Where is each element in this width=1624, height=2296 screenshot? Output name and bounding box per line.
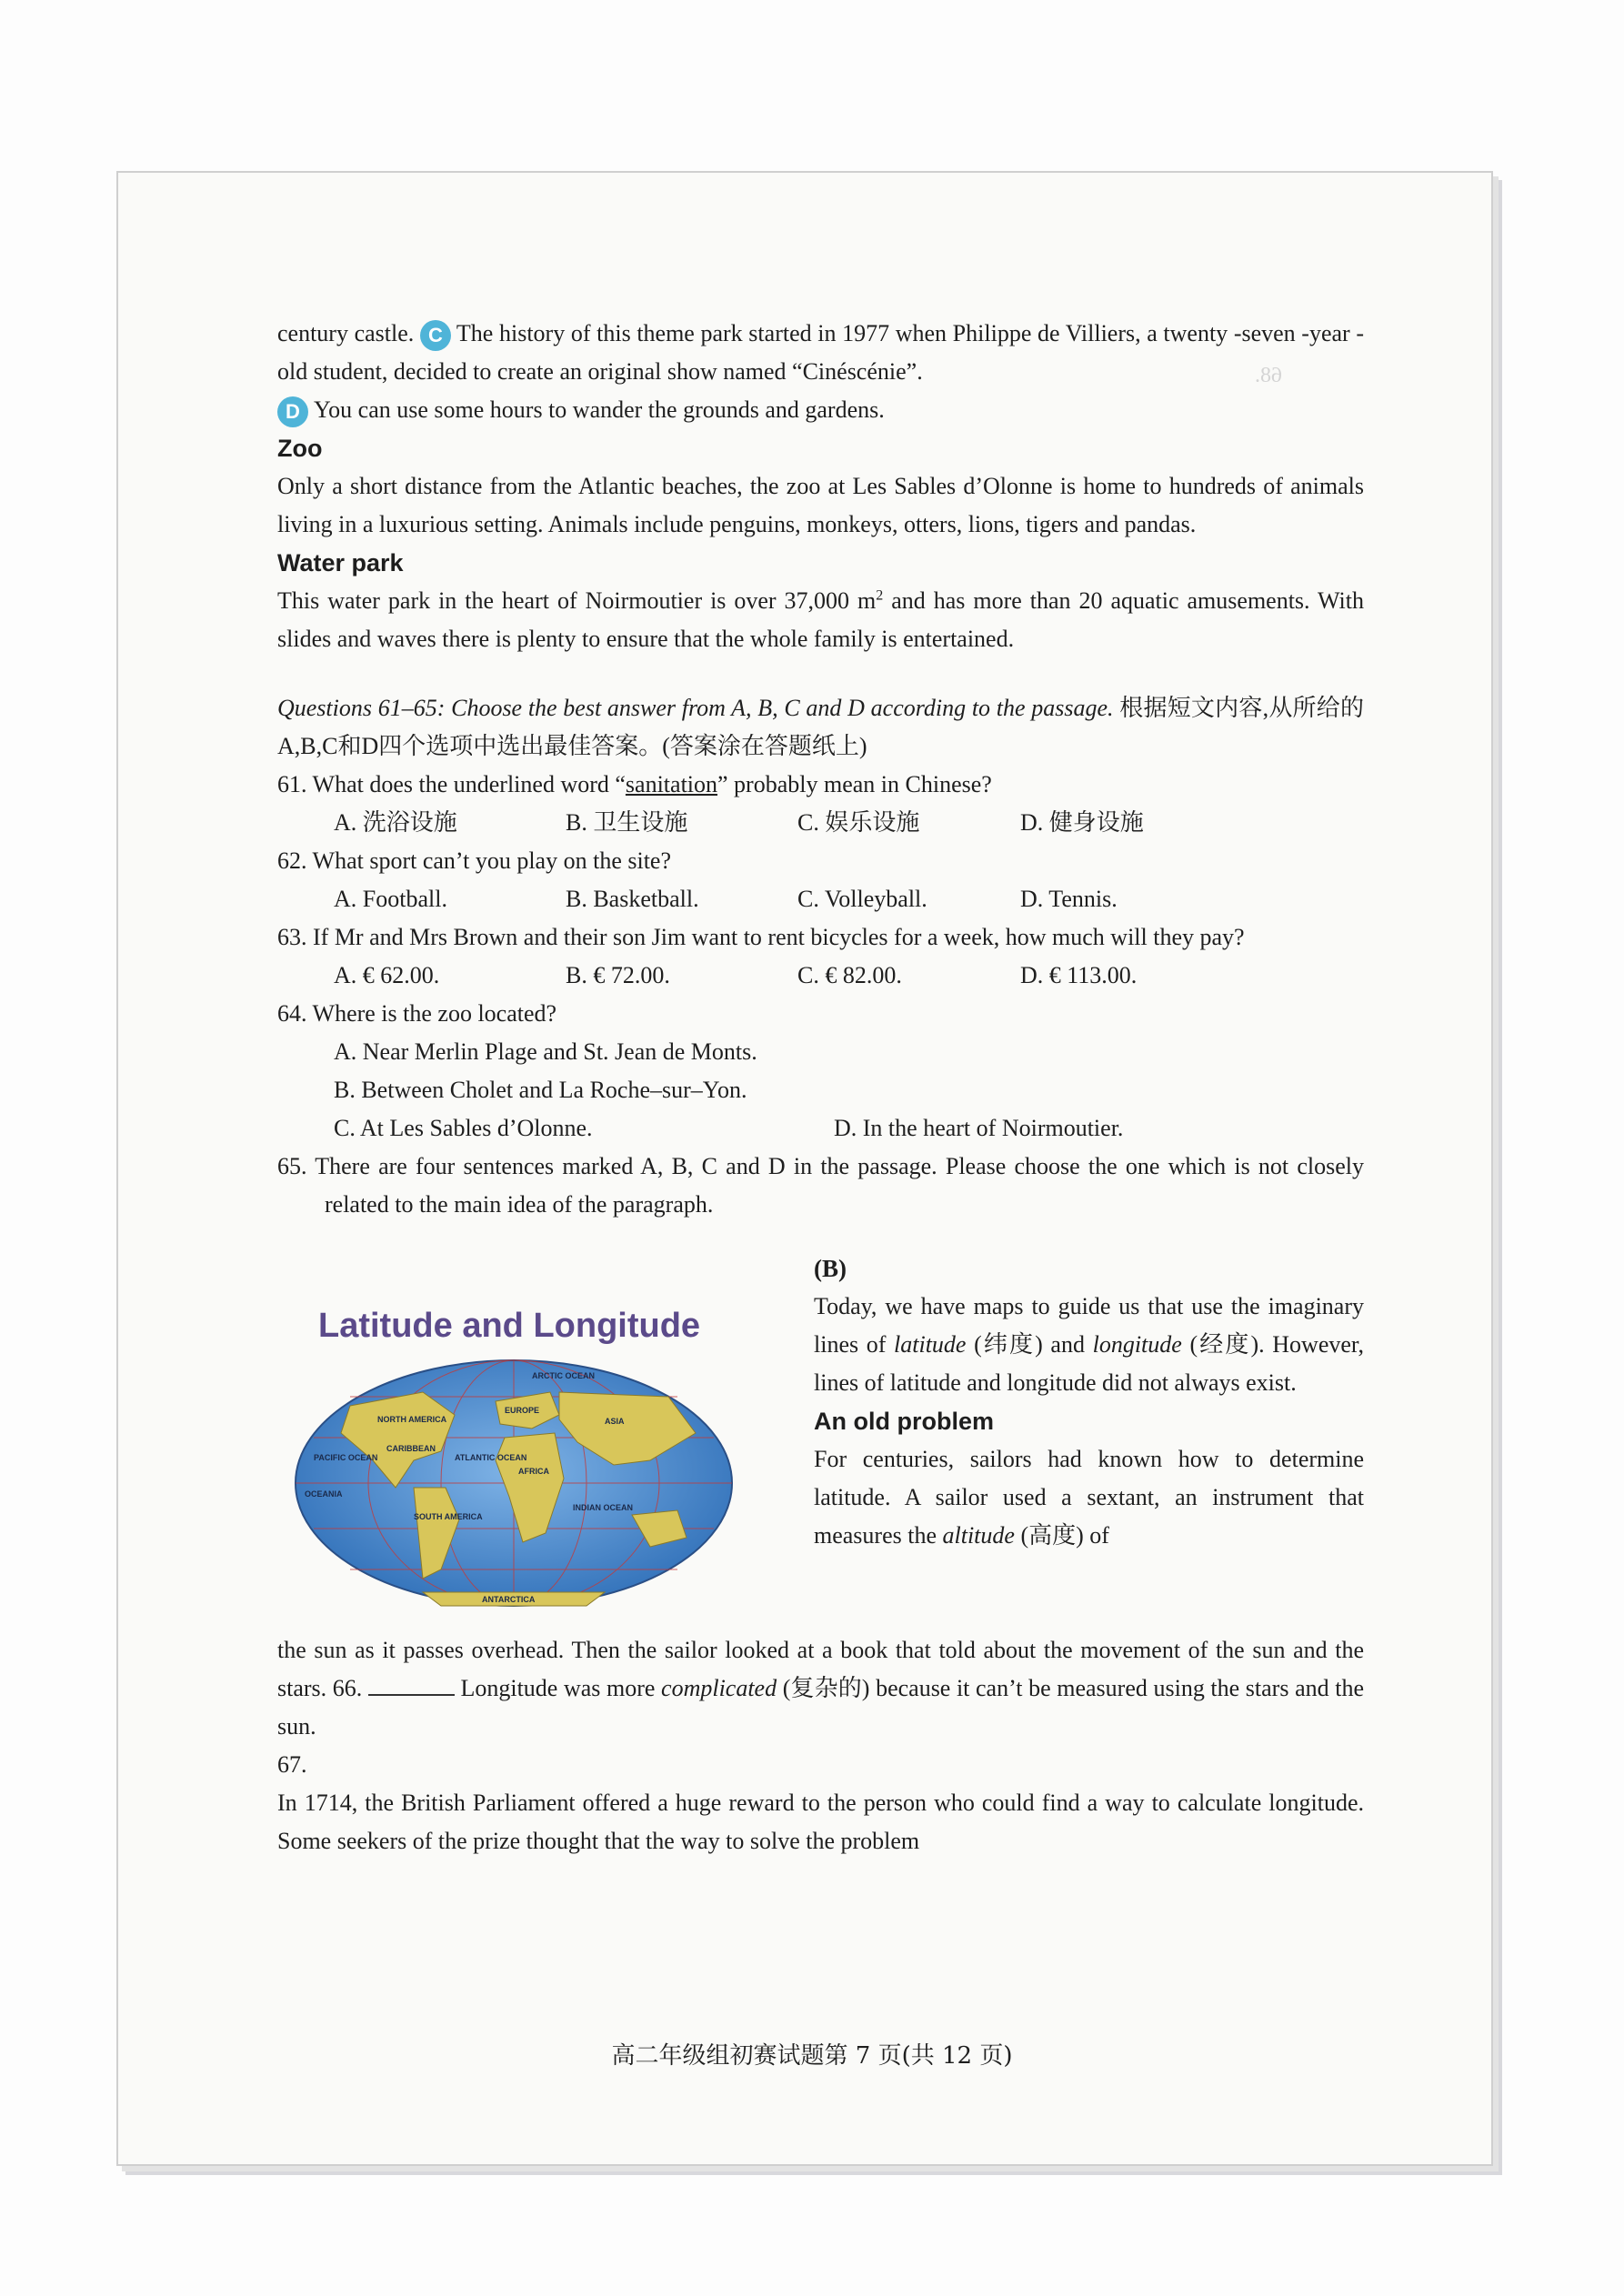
question-65: 65. There are four sentences marked A, B, C and D in the passage. Please choose the one which is not closely related to the main idea of the paragraph. <box>277 1153 1364 1218</box>
map-label-indian: INDIAN OCEAN <box>573 1503 634 1512</box>
q61-option-b[interactable]: B. 卫生设施 <box>566 809 688 836</box>
page-content <box>277 315 1364 1977</box>
marker-c: C <box>420 320 451 351</box>
instructions-chinese: 根据短文内容,从所给的A,B,C和D四个选项中选出最佳答案。(答案涂在答题纸上) <box>277 695 1364 759</box>
marker-d: D <box>277 396 308 427</box>
water-park-heading: Water park <box>277 549 404 577</box>
map-label-north-america: NORTH AMERICA <box>377 1415 447 1424</box>
castle-paragraph <box>277 315 1364 429</box>
q63-option-b[interactable]: B. € 72.00. <box>566 962 670 988</box>
water-text-1: This water park in the heart of Noirmoutier is over 37,000 m <box>277 587 877 614</box>
sentence-d: You can use some hours to wander the grounds and gardens. <box>314 396 885 423</box>
zoo-text: Only a short distance from the Atlantic beaches, the zoo at Les Sables d’Olonne is home to hundreds of animals living in a luxurious setting. Animals include penguins, monkeys, otters, lions, tigers and pandas. <box>277 473 1364 537</box>
full-1: the sun as it passes overhead. Then the sailor looked at a book that told about the movement of the sun and the stars. 66. <box>277 1637 1364 1701</box>
q63-option-a[interactable]: A. € 62.00. <box>334 962 440 988</box>
question-61 <box>277 766 1364 804</box>
sentence-c: The history of this theme park started in 1977 when Philippe de Villiers, a twenty -seven -year -old student, decided to create an original show named “Cinéscénie”. <box>277 320 1364 385</box>
old-2: (高度) of <box>1014 1522 1109 1549</box>
q62-option-d[interactable]: D. Tennis. <box>1020 886 1118 912</box>
q61-option-c[interactable]: C. 娱乐设施 <box>797 809 920 836</box>
map-label-asia: ASIA <box>605 1417 625 1426</box>
q62-option-b[interactable]: B. Basketball. <box>566 886 699 912</box>
map-label-arctic: ARCTIC OCEAN <box>532 1371 595 1380</box>
q64-option-a-row <box>277 1033 1364 1071</box>
map-label-antarctica: ANTARCTICA <box>482 1595 536 1604</box>
blank-66[interactable] <box>368 1672 455 1696</box>
full-complicated: complicated <box>661 1675 777 1701</box>
q64-option-a[interactable]: A. Near Merlin Plage and St. Jean de Monts. <box>334 1038 757 1065</box>
map-label-europe: EUROPE <box>505 1406 540 1415</box>
map-title: Latitude and Longitude <box>318 1307 701 1345</box>
blank-67[interactable]: 67. <box>277 1751 307 1778</box>
map-label-pacific: PACIFIC OCEAN <box>314 1453 378 1462</box>
intro-2: (纬度) and <box>966 1331 1093 1358</box>
instructions-italic: Questions 61–65: Choose the best answer from A, B, C and D according to the passage. <box>277 695 1114 721</box>
intro-3: (经度). However, lines of latitude and longitude did not always exist. <box>814 1331 1365 1396</box>
parliament-paragraph: In 1714, the British Parliament offered a huge reward to the person who could find a way to calculate longitude. Some seekers of the prize thought that the way to solve the problem <box>277 1790 1364 1854</box>
q63-options <box>277 957 1364 995</box>
q62-option-c[interactable]: C. Volleyball. <box>797 886 927 912</box>
map-label-atlantic: ATLANTIC OCEAN <box>455 1453 527 1462</box>
zoo-heading: Zoo <box>277 435 323 462</box>
q61-options <box>277 804 1364 842</box>
intro-latitude: latitude <box>894 1331 967 1358</box>
q64-option-b-row <box>277 1071 1364 1109</box>
passage-b-full-width <box>277 1631 1364 1860</box>
old-problem-heading: An old problem <box>814 1408 994 1435</box>
map-label-south-america: SOUTH AMERICA <box>414 1512 483 1521</box>
instructions <box>277 689 1364 766</box>
question-64: 64. Where is the zoo located? <box>277 1000 557 1027</box>
old-problem-text <box>814 1440 1364 1555</box>
old-1: For centuries, sailors had known how to determine latitude. A sailor used a sextant, an instrument that measures the <box>814 1446 1364 1549</box>
q64-option-cd-row <box>277 1109 1364 1148</box>
passage-b-right-column <box>814 1249 1364 1555</box>
q61-stem-pre: 61. What does the underlined word “ <box>277 771 626 797</box>
passage-b-intro <box>814 1288 1364 1402</box>
m2-superscript: 2 <box>876 587 884 604</box>
intro-1: Today, we have maps to guide us that use the imaginary lines of <box>814 1293 1364 1358</box>
castle-lead: century castle. <box>277 320 415 346</box>
q61-option-d[interactable]: D. 健身设施 <box>1020 809 1144 836</box>
q61-option-a[interactable]: A. 洗浴设施 <box>334 809 457 836</box>
map-label-oceania: OCEANIA <box>305 1489 343 1499</box>
q64-option-c[interactable]: C. At Les Sables d’Olonne. <box>334 1115 593 1141</box>
water-park-text <box>277 582 1364 658</box>
bleed-through-text: 68. <box>1255 364 1282 387</box>
q61-underlined-word: sanitation <box>625 771 718 797</box>
full-2: Longitude was more <box>454 1675 662 1701</box>
passage-b <box>277 1249 1364 1977</box>
q64-option-d[interactable]: D. In the heart of Noirmoutier. <box>834 1115 1124 1141</box>
q61-stem-post: ” probably mean in Chinese? <box>717 771 992 797</box>
map-label-caribbean: CARIBBEAN <box>386 1444 436 1453</box>
question-62: 62. What sport can’t you play on the site? <box>277 847 671 874</box>
sun-paragraph <box>277 1631 1364 1746</box>
map-figure <box>277 1304 750 1631</box>
passage-b-label: (B) <box>814 1255 847 1282</box>
q63-option-d[interactable]: D. € 113.00. <box>1020 962 1138 988</box>
intro-longitude: longitude <box>1092 1331 1182 1358</box>
world-map-image <box>286 1351 741 1615</box>
full-3: (复杂的) because it can’t be measured using the stars and the sun. <box>277 1675 1364 1740</box>
map-label-africa: AFRICA <box>518 1467 549 1476</box>
q63-option-c[interactable]: C. € 82.00. <box>797 962 902 988</box>
page-footer: 高二年级组初赛试题第 7 页(共 12 页) <box>611 2042 1013 2070</box>
q62-options <box>277 880 1364 918</box>
old-altitude: altitude <box>942 1522 1015 1549</box>
q64-option-b[interactable]: B. Between Cholet and La Roche–sur–Yon. <box>334 1077 747 1103</box>
water-text-2: and has more than 20 aquatic amusements. With slides and waves there is plenty to ensure that the whole family is entertained. <box>277 587 1364 652</box>
question-63: 63. If Mr and Mrs Brown and their son Jim want to rent bicycles for a week, how much will they pay? <box>277 924 1245 950</box>
q62-option-a[interactable]: A. Football. <box>334 886 447 912</box>
